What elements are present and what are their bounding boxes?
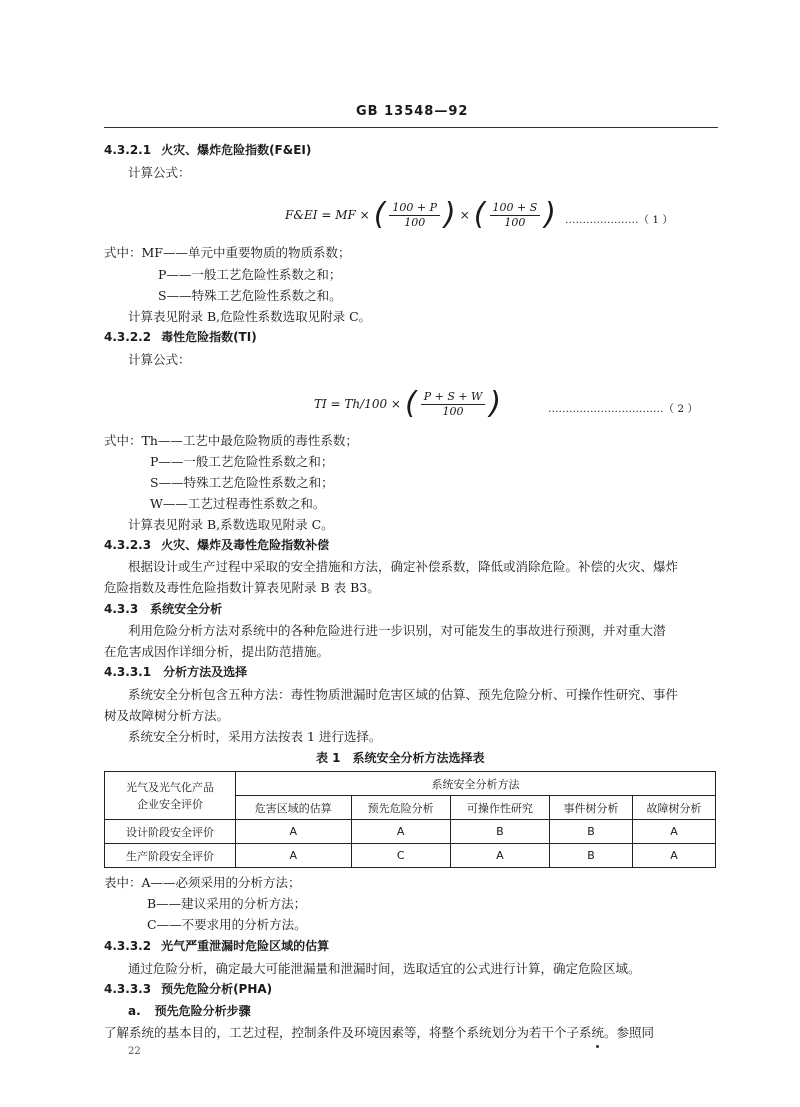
section-number: 4.3.2.1 [104,143,152,157]
formula-2-number: ……………………………（ 2 ） [548,403,698,415]
table-caption: 表 1 系统安全分析方法选择表 [316,751,485,765]
section-4-3-3-1 [104,663,247,680]
where-2-line-3: S——特殊工艺危险性系数之和； [150,475,334,490]
section-title: 预先危险分析(PHA) [161,982,273,996]
section-4-3-2-1 [104,141,311,158]
para-4-3-3-line-1: 利用危险分析方法对系统中的各种危险进行进一步识别，对可能发生的事故进行预测，并对重大潜 [128,623,666,638]
section-number: 4.3.3.2 [104,939,152,953]
header-rule [104,127,718,128]
table-cell: B [550,844,633,868]
section-number: 4.3.2.2 [104,330,152,344]
right-paren-icon: ) [544,197,556,232]
where-1-line-3: S——特殊工艺危险性系数之和。 [158,288,342,303]
formula-1: F&EI = MF × ( $\frac{100 + P}{100}$ ) × ( $\frac{100 + S}{100}$ ) [285,197,556,232]
standard-code: GB 13548—92 [356,104,469,119]
table-header-row [105,772,716,796]
where-1-line-1: 式中：MF——单元中重要物质的物质系数； [104,245,351,260]
table-cell: A [351,820,450,844]
section-number: 4.3.3.3 [104,982,152,996]
row-label: 生产阶段安全评价 [105,844,236,868]
fraction-1: $\frac{100 + P}{100}$ [389,201,440,230]
method-selection-table [104,771,716,868]
where-2-line-5: 计算表见附录 B,系数选取见附录 C。 [128,517,334,532]
left-paren-icon: ( [373,197,386,232]
section-title: 火灾、爆炸危险指数(F&EI) [161,143,312,157]
column-header: 预先危险分析 [351,796,450,820]
column-header: 可操作性研究 [450,796,549,820]
table-row [105,844,716,868]
row-label: 设计阶段安全评价 [105,820,236,844]
column-header: 危害区域的估算 [236,796,352,820]
para-4-3-2-3-line-1: 根据设计或生产过程中采取的安全措施和方法，确定补偿系数，降低或消除危险。补偿的火灾、爆炸 [128,559,679,574]
left-paren-icon: ( [473,197,486,232]
right-paren-icon: ) [444,197,456,232]
section-4-3-2-2 [104,328,257,345]
where-2-line-2: P——一般工艺危险性系数之和； [150,454,334,469]
table-cell: B [550,820,633,844]
table-cell: A [633,820,716,844]
legend-line-3: C——不要求用的分析方法。 [147,917,307,932]
section-title: 光气严重泄漏时危险区域的估算 [161,939,330,953]
legend-line-1: 表中：A——必须采用的分析方法； [104,875,301,890]
table-group-header: 系统安全分析方法 [236,772,716,796]
section-4-3-3 [104,600,222,617]
left-paren-icon: ( [404,386,417,421]
subsection-a [128,1002,251,1019]
table-cell: A [633,844,716,868]
table-cell: A [236,844,352,868]
scan-speck [596,1045,599,1048]
section-title: 分析方法及选择 [163,665,248,679]
section-number: 4.3.3 [104,602,139,616]
section-title: 系统安全分析 [150,602,223,616]
para-4-3-3-line-2: 在危害成因作详细分析，提出防范措施。 [104,644,330,659]
section-4-3-2-3 [104,536,329,553]
section-number: 4.3.2.3 [104,538,152,552]
para-4-3-3-1-line-1: 系统安全分析包含五种方法：毒性物质泄漏时危害区域的估算、预先危险分析、可操作性研究、事件 [128,687,679,702]
formula-1-number: …………………（ 1 ） [565,214,673,226]
section-title: 毒性危险指数(TI) [161,330,257,344]
formula-1-lhs: F&EI = MF × [285,208,370,222]
table-cell: C [351,844,450,868]
item-title: 预先危险分析步骤 [154,1004,251,1018]
table-cell: A [236,820,352,844]
where-2-line-1: 式中：Th——工艺中最危险物质的毒性系数； [104,433,358,448]
calc-formula-label-1: 计算公式： [128,165,191,180]
where-2-line-4: W——工艺过程毒性系数之和。 [150,496,326,511]
section-number: 4.3.3.1 [104,665,152,679]
section-4-3-3-3 [104,980,272,997]
formula-2-lhs: TI = Th/100 × [314,397,401,411]
fraction-2: $\frac{100 + S}{100}$ [490,201,541,230]
page-number: 22 [128,1046,141,1057]
where-1-line-4: 计算表见附录 B,危险性系数选取见附录 C。 [128,309,372,324]
section-4-3-3-2 [104,937,329,954]
para-4-3-3-1-line-3: 系统安全分析时，采用方法按表 1 进行选择。 [128,729,382,744]
para-4-3-2-3-line-2: 危险指数及毒性危险指数计算表见附录 B 表 B3。 [104,580,380,595]
para-4-3-3-2: 通过危险分析，确定最大可能泄漏量和泄漏时间，选取适宜的公式进行计算，确定危险区域。 [128,961,641,976]
table-row [105,820,716,844]
table-cell: B [450,820,549,844]
para-4-3-3-1-line-2: 树及故障树分析方法。 [104,708,230,723]
fraction-3: $\frac{P + S + W}{100}$ [421,390,486,419]
table-cell: A [450,844,549,868]
right-paren-icon: ) [489,386,502,421]
column-header: 故障树分析 [633,796,716,820]
column-header: 事件树分析 [550,796,633,820]
legend-line-2: B——建议采用的分析方法； [147,896,307,911]
calc-formula-label-2: 计算公式： [128,352,191,367]
item-marker: a. [128,1004,141,1018]
para-4-3-3-3-a: 了解系统的基本目的，工艺过程，控制条件及环境因素等，将整个系统划分为若干个子系统。参照同 [104,1025,655,1040]
where-1-line-2: P——一般工艺危险性系数之和； [158,267,342,282]
section-title: 火灾、爆炸及毒性危险指数补偿 [161,538,330,552]
formula-2 [314,386,502,421]
table-corner-cell: 光气及光气化产品 企业安全评价 [105,772,236,820]
